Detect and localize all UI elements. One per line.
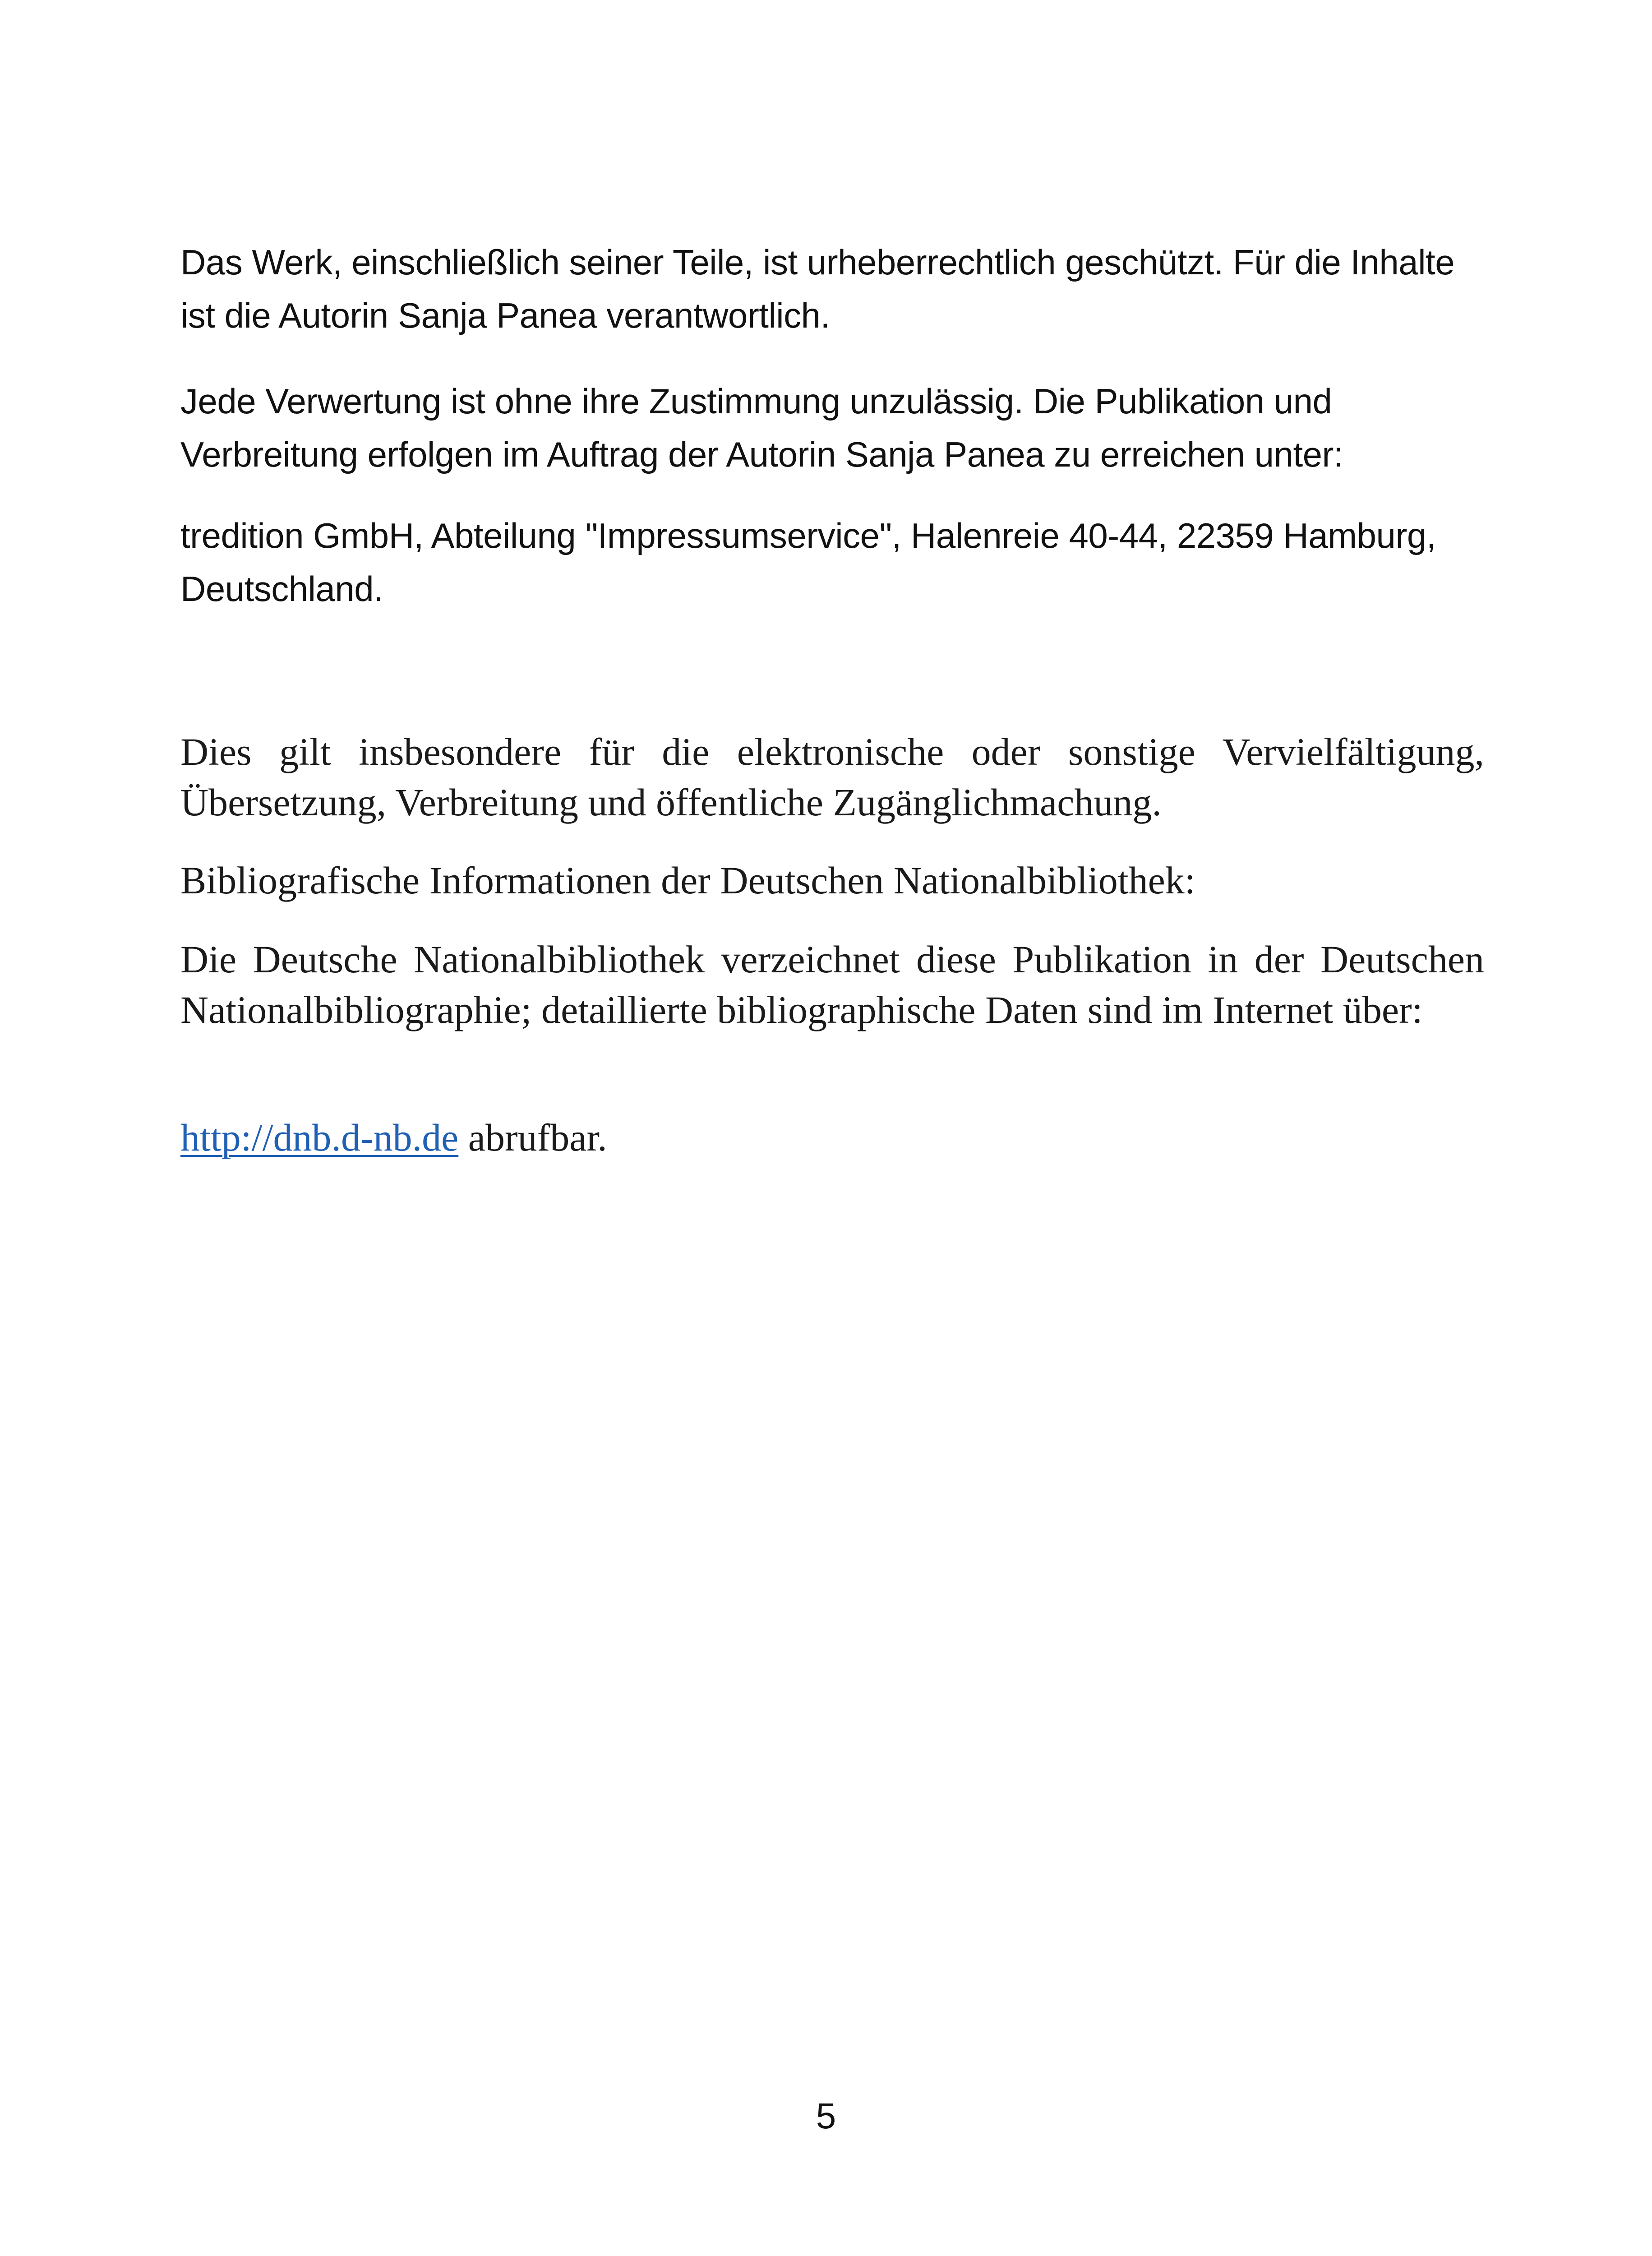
dnb-link[interactable]: http://dnb.d-nb.de	[180, 1116, 459, 1159]
copyright-paragraph: Das Werk, einschließlich seiner Teile, ist urheberrechtlich geschützt. Für die Inhalte ist die Autorin Sanja Panea verantwortlich.	[180, 242, 1455, 335]
page-number: 5	[816, 2096, 836, 2136]
usage-paragraph: Jede Verwertung ist ohne ihre Zustimmung unzulässig. Die Publikation und Verbreitung erfolgen im Auftrag der Autorin Sanja Panea zu erreichen unter:	[180, 381, 1343, 474]
dnb-link-paragraph	[180, 1112, 1484, 1163]
reproduction-notice-paragraph: Dies gilt insbesondere für die elektronische oder sonstige Vervielfältigung, Übersetzung, Verbreitung und öffentliche Zugänglichmachung.	[180, 730, 1484, 824]
dnb-link-suffix: abrufbar.	[458, 1116, 607, 1159]
publisher-address-paragraph: tredition GmbH, Abteilung "Impressumservice", Halenreie 40-44, 22359 Hamburg, Deutschland.	[180, 516, 1436, 609]
dnb-notice-paragraph: Die Deutsche Nationalbibliothek verzeichnet diese Publikation in der Deutschen Nationalbibliographie; detaillierte bibliographische Daten sind im Internet über:	[180, 938, 1484, 1031]
bibliographic-heading: Bibliografische Informationen der Deutschen Nationalbibliothek:	[180, 859, 1195, 902]
